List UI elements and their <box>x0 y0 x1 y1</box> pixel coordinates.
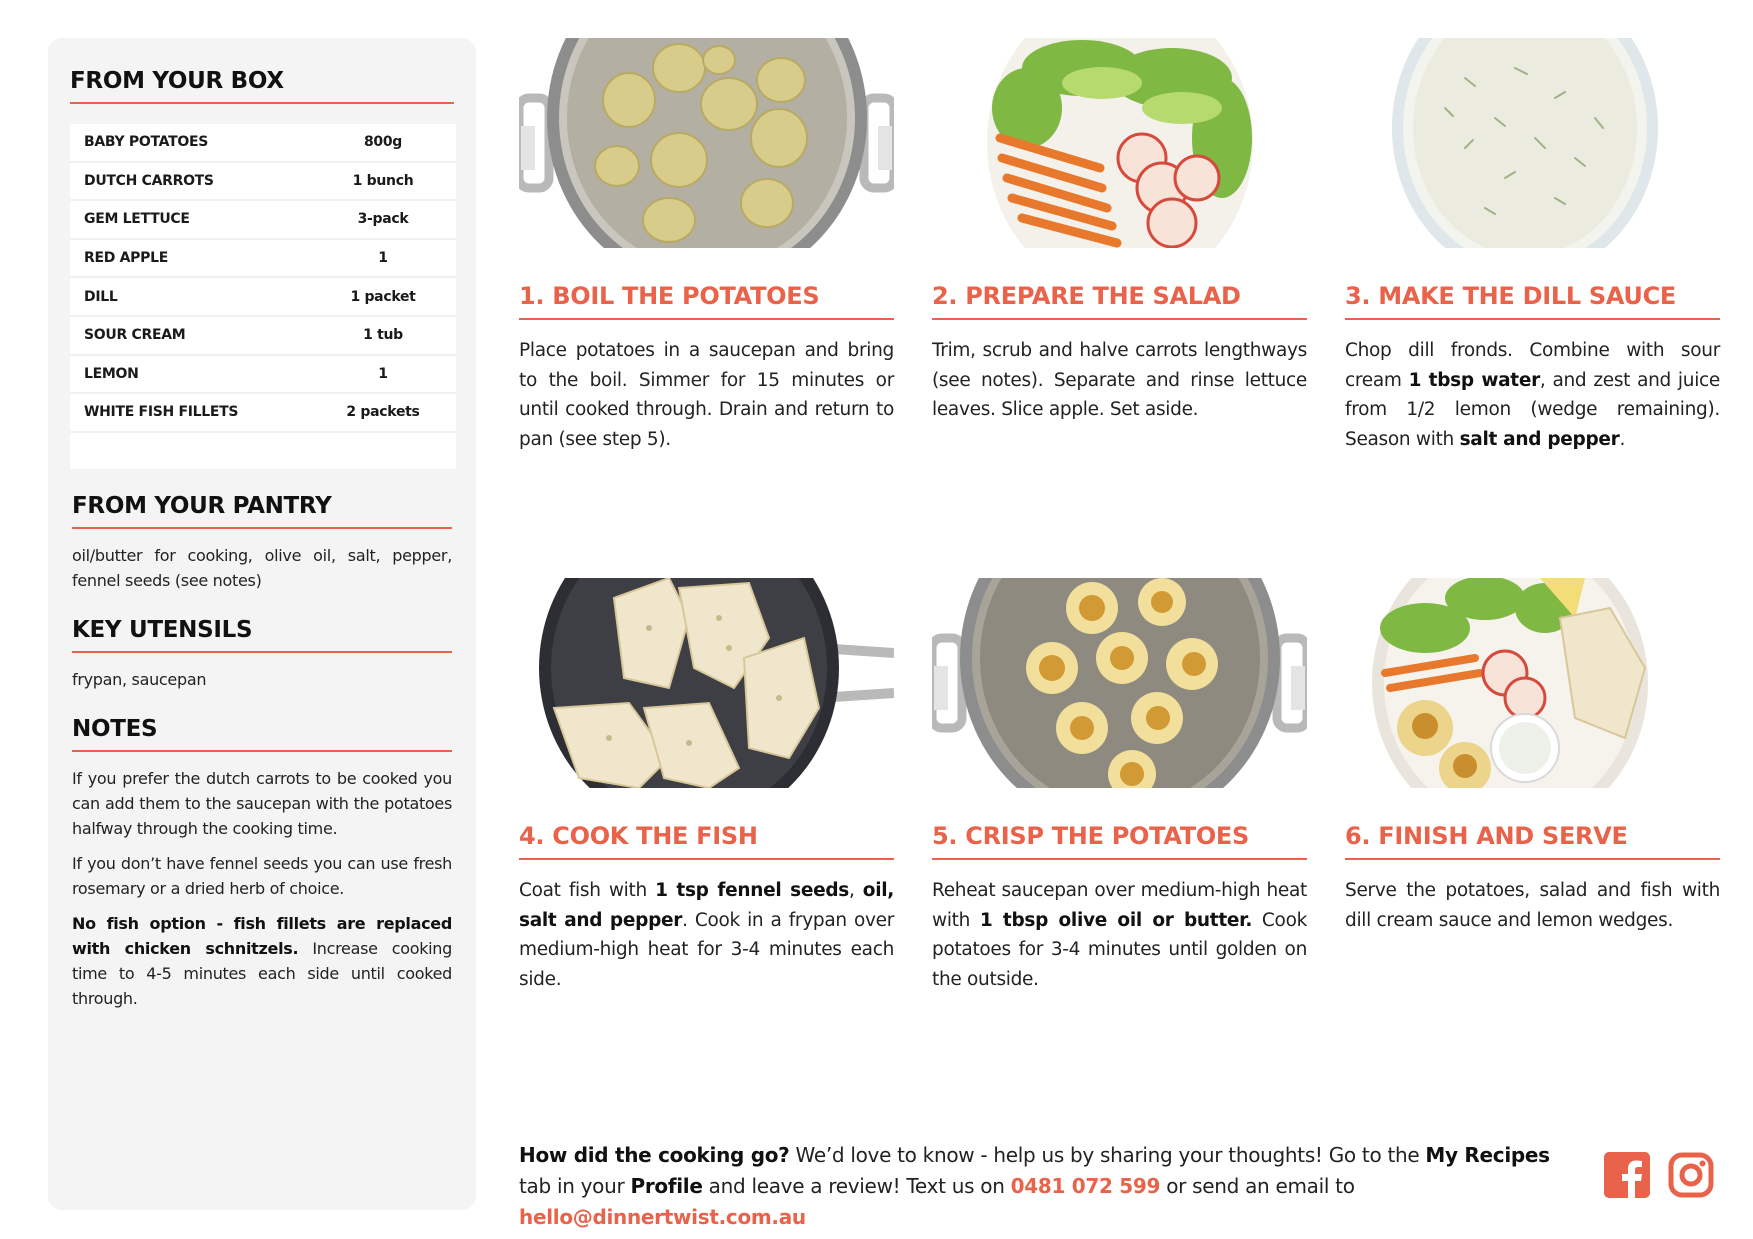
step-2-title: 2. PREPARE THE SALAD <box>932 282 1307 320</box>
pantry-text: oil/butter for cooking, olive oil, salt, pepper, fennel seeds (see notes) <box>72 545 452 590</box>
facebook-icon[interactable] <box>1604 1152 1650 1202</box>
body-text: , <box>849 880 863 901</box>
ingredient-name: SOUR CREAM <box>84 327 186 344</box>
note-3-bold: No fish option - fish fillets are replaced with chicken schnitzels. <box>72 913 452 958</box>
step-1 <box>519 38 894 454</box>
ingredient-name: BABY POTATOES <box>84 134 208 151</box>
footer-text: We’d love to know - help us by sharing your thoughts! Go to the <box>789 1143 1426 1167</box>
notes-heading: NOTES <box>72 716 452 752</box>
table-row <box>70 394 456 433</box>
pantry-section <box>70 493 454 593</box>
ingredient-qty: 1 <box>378 250 388 267</box>
table-row <box>70 356 456 395</box>
step-6-photo-plated-dish <box>1345 578 1720 788</box>
step-3-photo-dill-sauce-bowl <box>1345 38 1720 248</box>
ingredient-name: DUTCH CARROTS <box>84 172 214 189</box>
note-3-rest: Increase cooking time to 4-5 minutes each side until cooked through. <box>72 938 453 1008</box>
ingredients-sidebar <box>48 38 476 1210</box>
note-1: If you prefer the dutch carrots to be cooked you can add them to the saucepan with the potatoes halfway through the cooking time. <box>72 768 452 838</box>
bold-text: 1 tbsp water <box>1408 369 1540 391</box>
ingredient-name: DILL <box>84 288 118 305</box>
step-1-body <box>519 336 894 454</box>
body-text: Chop dill fronds. Combine with sour cream <box>1345 340 1720 391</box>
table-row <box>70 163 456 202</box>
step-2-photo-salad-platter <box>932 38 1307 248</box>
ingredient-qty: 2 packets <box>346 404 420 421</box>
step-6 <box>1345 578 1720 935</box>
body-text: Cook potatoes for 3-4 minutes until golden on the outside. <box>932 909 1307 990</box>
step-2 <box>932 38 1307 425</box>
table-row <box>70 278 456 317</box>
step-4-title: 4. COOK THE FISH <box>519 822 894 860</box>
feedback-footer <box>519 1140 1579 1233</box>
ingredient-name: WHITE FISH FILLETS <box>84 404 239 421</box>
footer-bold-text: How did the cooking go? <box>519 1143 790 1167</box>
pantry-heading: FROM YOUR PANTRY <box>72 493 452 529</box>
table-row <box>70 124 456 163</box>
utensils-section <box>70 617 454 692</box>
footer-bold-text: My Recipes <box>1425 1143 1550 1167</box>
step-2-body <box>932 336 1307 425</box>
step-4 <box>519 578 894 994</box>
bold-text: oil, salt and pepper <box>519 880 895 931</box>
utensils-heading: KEY UTENSILS <box>72 617 452 653</box>
email-link[interactable]: hello@dinnertwist.com.au <box>519 1205 806 1229</box>
note-2: If you don’t have fennel seeds you can use fresh rosemary or a dried herb of choice. <box>72 853 452 898</box>
footer-text: tab in your <box>519 1174 631 1198</box>
ingredient-qty: 1 bunch <box>352 172 414 189</box>
table-row <box>70 240 456 279</box>
step-1-photo-boiling-potatoes <box>519 38 894 248</box>
ingredient-name: GEM LETTUCE <box>84 211 190 228</box>
body-text: , and zest and juice from 1/2 lemon (wedge remaining). Season with <box>1345 369 1720 450</box>
step-5-body <box>932 876 1307 994</box>
body-text: Coat fish with <box>519 880 656 901</box>
step-3 <box>1345 38 1720 454</box>
step-4-photo-fish-in-frypan <box>519 578 894 788</box>
ingredient-qty: 800g <box>363 134 403 151</box>
ingredient-qty: 1 tub <box>363 327 403 344</box>
ingredient-qty: 3-pack <box>357 211 409 228</box>
body-text: Serve the potatoes, salad and fish with dill cream sauce and lemon wedges. <box>1345 880 1720 931</box>
bold-text: 1 tsp fennel seeds <box>655 880 849 901</box>
footer-bold-text: Profile <box>630 1174 703 1198</box>
bold-text: 1 tbsp olive oil or butter. <box>979 909 1253 931</box>
step-3-body <box>1345 336 1720 454</box>
ingredient-qty: 1 <box>378 365 388 382</box>
bold-text: salt and pepper <box>1459 428 1620 450</box>
table-row <box>70 201 456 240</box>
body-text: Trim, scrub and halve carrots lengthways (see notes). Separate and rinse lettuce leaves. Slice apple. Set aside. <box>932 340 1307 420</box>
step-4-body <box>519 876 894 994</box>
footer-text: or send an email to <box>1160 1174 1355 1198</box>
step-6-title: 6. FINISH AND SERVE <box>1345 822 1720 860</box>
step-3-title: 3. MAKE THE DILL SAUCE <box>1345 282 1720 320</box>
notes-section <box>70 716 454 1011</box>
step-5 <box>932 578 1307 994</box>
box-table-padding <box>70 433 456 469</box>
step-5-photo-crisp-potatoes <box>932 578 1307 788</box>
ingredient-name: LEMON <box>84 365 139 382</box>
note-3 <box>72 911 452 1011</box>
step-6-body <box>1345 876 1720 935</box>
step-1-title: 1. BOIL THE POTATOES <box>519 282 894 320</box>
body-text: . Cook in a frypan over medium-high heat for 3-4 minutes each side. <box>519 909 895 990</box>
body-text: . <box>1619 428 1626 450</box>
ingredient-name: RED APPLE <box>84 250 168 267</box>
instagram-icon[interactable] <box>1668 1152 1714 1202</box>
footer-text: and leave a review! Text us on <box>702 1174 1011 1198</box>
body-text: Reheat saucepan over medium-high heat with <box>932 880 1307 931</box>
box-heading: FROM YOUR BOX <box>70 68 454 104</box>
phone-link[interactable]: 0481 072 599 <box>1010 1174 1161 1198</box>
step-5-title: 5. CRISP THE POTATOES <box>932 822 1307 860</box>
table-row <box>70 317 456 356</box>
ingredient-qty: 1 packet <box>350 288 416 305</box>
utensils-text: frypan, saucepan <box>72 669 207 689</box>
body-text: Place potatoes in a saucepan and bring to the boil. Simmer for 15 minutes or until cooked through. Drain and return to pan (see step 5). <box>519 340 894 450</box>
box-ingredients-table <box>70 124 456 433</box>
